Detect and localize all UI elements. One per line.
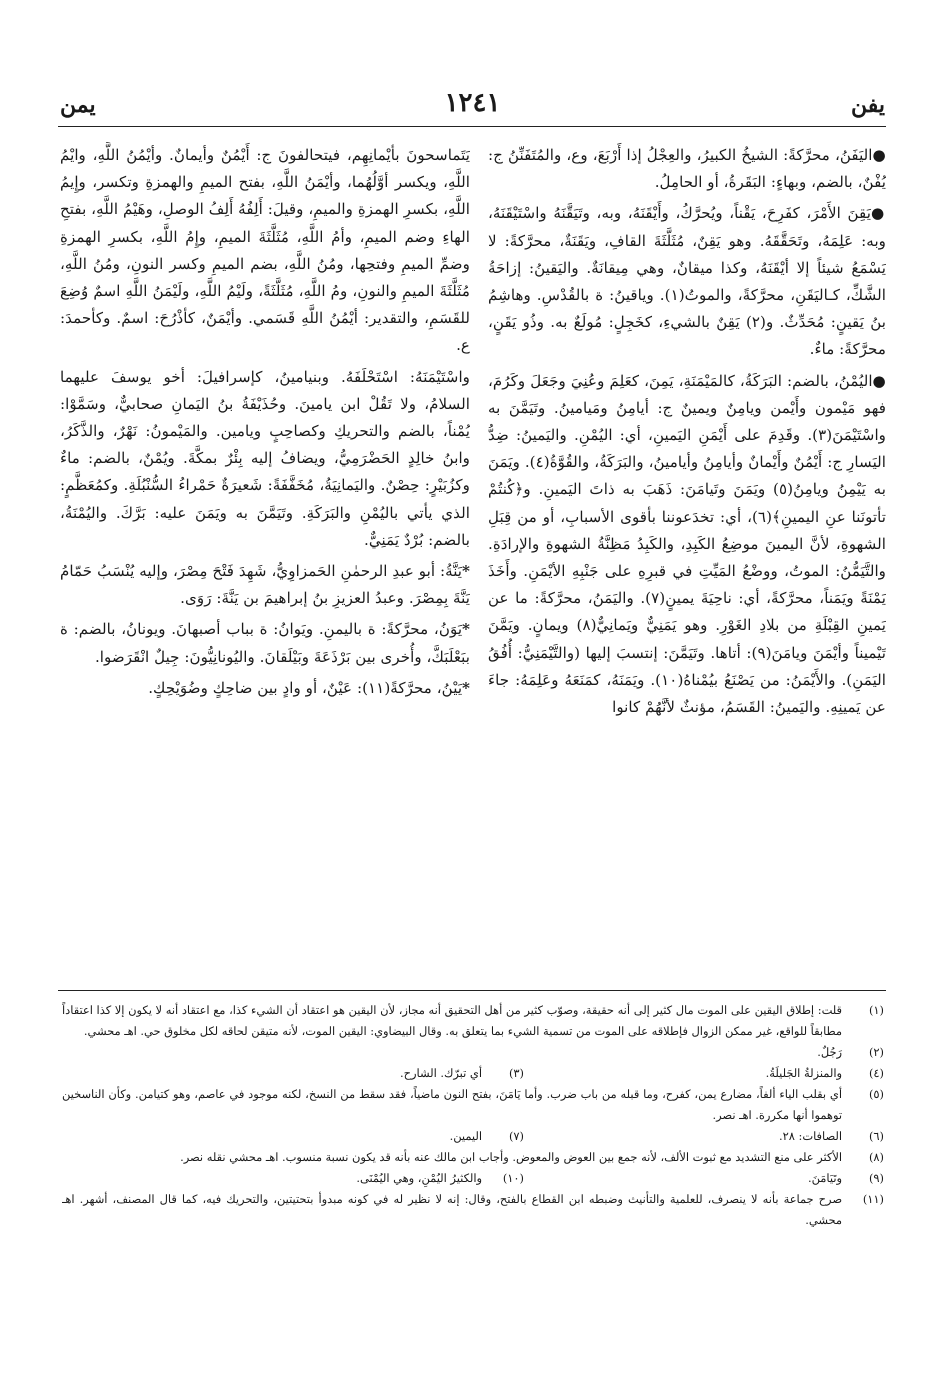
- entry-bullet: *: [462, 562, 470, 581]
- footnote: [122, 1063, 524, 1084]
- entry-text: يَقِنَ الأَمْرَ، كفَرِحَ، يَقْناً، ويُحرَّكُ، وأَيْقَنَهُ، وبه، وتَيَقَّنَهُ واسْتَيْقَنَهُ، وبه: عَلِمَهُ، وتَحَقَّقَهُ. وهو يَقِنٌ، مُثَلَّثَةَ القافِ، ويَقَنَةٌ، محرَّكةً: لا يَسْمَعُ شيئاً إلا أيْقَنَهُ، وكذا ميقانٌ، وهي مِيقانَةٌ. واليَقينُ: إزاحَةُ الشَّكِّ، كـاليَقَنِ، محرَّكةً، والموتُ(١). وياقينُ: ة بالقُدْسِ. وهاشِمُ بنُ يَقينٍ: مُحَدِّثٌ. و(٢) يَقِنٌ بالشيءِ، كخَجِلٍ: مُولَعٌ به. وذُو يَقَنٍ، محرَّكةً: ماءٌ.: [488, 204, 886, 359]
- footnote-text: الصافات: ٢٨.: [779, 1129, 842, 1143]
- footnote-number: (١١): [862, 1192, 884, 1206]
- column-right: [488, 142, 886, 922]
- footnote: [62, 1147, 884, 1168]
- entry-bullet: ●: [870, 204, 886, 223]
- footnote-text: أي بقلب الياء ألفاً، مضارع يمن، كفرح، وما قبله من باب ضرب. وأما يَامَنَ، بفتح النون ماضياً، فقد سقط من النسخ، لكنه موجود في عاصم، وهو كتيامن. وكأن الناسخين توهموا أنها مكررة. اهـ نصر.: [62, 1087, 842, 1122]
- entry-yaqin: [488, 200, 886, 363]
- footnote-pair: [62, 1126, 884, 1147]
- entry-bullet: *: [462, 678, 470, 697]
- footnote: [482, 1126, 884, 1147]
- entry-yayn: [60, 675, 470, 702]
- footnote-number: (١): [868, 1003, 884, 1017]
- footnote-rule: [58, 990, 886, 991]
- page-number: ١٢٤١: [444, 88, 501, 118]
- header-rule: [58, 126, 886, 127]
- running-head-left: يمن: [60, 92, 96, 118]
- entry-bullet: ●: [872, 146, 886, 164]
- entry-text: يَتَماسحونَ بأيْمانِهِم، فيتحالفونَ ج: أَيْمُنٌ وأيمانٌ. وأيْمُنُ اللَّهِ، وايْمُ اللَّهِ، ويكسر أوَّلُهُما، وأيْمَنُ اللَّهِ، بفتح الميمِ والهمزةِ وتكسر، وإِيمُ اللَّهِ، بكسرِ الهمزةِ والميمِ، وقيلَ: أَلِفُهُ أَلِفُ الوصلِ، وهَيْمُ اللَّهِ، بفتحِ الهاءِ وضم الميمِ، وأمُ اللَّهِ، مُثَلَّثَةَ الميمِ، وإِمُ اللَّهِ، بكسرِ الهمزةِ وضمِّ الميمِ وفتحِها، ومُنُ اللَّهِ، بضم الميمِ وكسر النونِ، ومُنُ اللَّهِ، مُثَلَّثَةَ الميمِ والنونِ، ومُ اللَّهِ، مُثَلَّثَةً، ولَيْمُ اللَّهِ، ولَيْمَنُ اللَّهِ اسمٌ وُضِعَ للقَسَمِ، والتقدير: أيْمُنُ اللَّهِ قَسَمي. وأيْمَنٌ، كأذْرُحَ: اسمٌ. وكأحمدَ: ع.: [60, 146, 470, 355]
- footnote-number: (٩): [868, 1171, 884, 1185]
- footnote-text: صرح جماعة بأنه لا ينصرف، للعلمية والتأنيث وضبطه ابن القطاع بالفتح، وقال: إنه لا نظير له في كونه مبدوأ بتحتيتين، والتحريك فيه، كما قال المصنف، أشهر. اهـ محشي.: [62, 1192, 842, 1227]
- page-header: [60, 88, 885, 128]
- entry-bullet: ●: [872, 371, 886, 390]
- entry-text: اليَفَنُ، محرَّكةً: الشيخُ الكبيرُ، والعِجْلُ إذا أَرْبَعَ، وع، والمُتَفَنِّنُ ج: يُفْنٌ، بالضم، وبهاءٍ: البَقَرةُ، أو الحامِلُ.: [488, 146, 886, 192]
- entry-istaymana: [60, 364, 470, 554]
- footnote-number: (٤): [868, 1066, 884, 1080]
- entry-text: يَيْنُ، محرَّكةً(١١): عَيْنٌ، أو وادٍ بين ضاحِكٍ وضُوَيْحِكٍ.: [148, 678, 463, 697]
- entry-yumn: [488, 368, 886, 722]
- entry-text: واسْتَيْمَنَهُ: اسْتَحْلَفَهُ. وبنيامينُ، كإسرافيلَ: أخو يوسفَ عليهما السلامُ، ولا تَقُلْ ابن يامينَ. وحُذَيْفَةُ بنُ اليَمانِ صحابيٌّ، وسَمَّوْا: يُمْناً، بالضم والتحريكِ وكصاحِبٍ ويامين. والمَيْمونُ: نَهْرٌ، والذَّكَرُ، وابنُ خالِدٍ الحَضْرَمِيُّ، ويضافُ إليه بِئْرٌ بمكَّةَ. ويُمْنٌ، بالضم: ماءٌ وكزُبَيْرٍ: حِصْنٌ. واليَمانِيَةُ، مُخَفَّفَةً: شَعيرَةٌ حَمْراءُ السُّنْبُلَةِ. وكمُعَظَّمٍ: الذي يأتي باليُمْنِ والبَرَكَةِ. وتَيَمَّنَ به ويَمَنَ عليه: بَرَّكَ. واليُمْنَةُ، بالضم: بُرْدٌ يَمَنِيٌّ.: [60, 367, 470, 549]
- footnote-text: رَجُلٌ.: [817, 1045, 842, 1059]
- footnote: [62, 1000, 884, 1042]
- footnote: [482, 1063, 884, 1084]
- footnote-number: (٦): [868, 1129, 884, 1143]
- footnotes: [62, 1000, 884, 1320]
- footnote: [62, 1189, 884, 1231]
- footnote-text: والكثيرُ اليُمْنِ، وهي اليُمْنَى.: [356, 1171, 482, 1185]
- entry-text: يَوَنُ، محرَّكةً: ة باليمنِ. ويَوانُ: ة بباب أصبهانَ. ويونانُ، بالضم: ة ببَعْلَبَكَّ، وأُخرى بين بَرْذَعَةَ وبَيْلَقانَ. واليُونانِيُّونَ: جِيلٌ انْقَرَضوا.: [60, 620, 470, 666]
- footnote: [482, 1168, 884, 1189]
- footnote-pair: [62, 1063, 884, 1084]
- column-left: [60, 142, 470, 894]
- footnote: [62, 1042, 884, 1063]
- running-head-right: يفن: [851, 92, 885, 118]
- entry-yanna: [60, 558, 470, 612]
- footnote-text: الأكثر على منع التشديد مع ثبوت الألف، لأنه جمع بين العوض والمعوض. وأجاب ابن مالك عنه بأنه قد يكون نسبة منسوب. اهـ محشي نقله نصر.: [180, 1150, 842, 1164]
- footnote-number: (٣): [508, 1066, 524, 1080]
- footnote: [122, 1168, 524, 1189]
- entry-yumn-continued: [60, 142, 470, 360]
- footnote-number: (١٠): [502, 1171, 524, 1185]
- footnote-number: (٧): [508, 1129, 524, 1143]
- entry-yawan: [60, 616, 470, 670]
- entry-yafan: [488, 142, 886, 196]
- footnote-pair: [62, 1168, 884, 1189]
- entry-bullet: *: [462, 620, 470, 639]
- footnote-number: (٨): [868, 1150, 884, 1164]
- entry-text: اليُمْنُ، بالضم: البَرَكَةُ، كالمَيْمَنَةِ، يَمِنَ، كعَلِمَ وعُنِيَ وجَعَلَ وكَرُمَ، فهو مَيْمون وأَيْمن ويامِنٌ ويمينٌ ج: أيامِنُ ومَيامينُ. وتَيَمَّنَ به واسْتَيْمَنَ(٣). وقَدِمَ على أَيْمَنِ اليَمينِ، أي: اليُمْنِ. واليَمينُ: ضِدُّ اليَسارِ ج: أَيْمُنٌ وأَيْمانٌ وأيامِنُ وأيامينُ، والبَرَكَةُ، والقُوَّةُ(٤). ويَمَنَ به يَيْمِنُ ويامِنُ(٥) ويَمَنَ وتَيامَنَ: ذَهَبَ به ذاتَ اليَمينِ. و﴿كُنتُمْ تأتونَنا عنِ اليمينِ﴾(٦)، أي: تخدَعوننا بأقوى الأسبابِ، أو من قِبَلِ الشهوةِ، لأنَّ اليمينَ موضِعُ الكَبِدِ، والكَبِدُ مَظِنَّةُ الشهوةِ والإرادَةِ. والتَّيَمُّنُ: الموتُ، ووضْعُ المَيِّتِ في قبرِهِ على جَنْبِهِ الأيْمَنِ. وأَخَذَ يَمْنَةً ويَمَناً، محرَّكةً، أي: ناحِيَةَ يمينٍ(٧). واليَمَنُ، محرَّكةً: ما عن يَمينِ القِبْلَةِ من بلادِ الغَوْرِ. وهو يَمَنِيٌّ ويَمانِيٌّ(٨) ويمانٍ. ويَمَّنَ تَيْميناً وأيْمَنَ ويامَنَ(٩): أتاها. وتَيَمَّنَ: إنتسبَ إليها (والتَّيْمَنِيُّ: أُفُقُ اليَمَنِ). والأَيْمَنُ: من يَصْنَعُ بيُمْناهُ(١٠). ويَمَنَهُ، كمَنَعَهُ وعَلِمَهُ: جاءَ عن يَمينِهِ. واليَمينُ: القَسَمُ، مؤنثٌ لأنَّهُمْ كانوا: [488, 371, 886, 717]
- footnote-number: (٢): [868, 1045, 884, 1059]
- footnote: [122, 1126, 524, 1147]
- footnote-text: أي تبرّك. الشارح.: [400, 1066, 482, 1080]
- footnote-text: والمنزلةُ الجَليلَةُ.: [765, 1066, 842, 1080]
- footnote-text: اليمين.: [449, 1129, 482, 1143]
- footnote-text: وتَيَامَنَ.: [808, 1171, 842, 1185]
- footnote-text: قلت: إطلاق اليقين على الموت مال كثير إلى أنه حقيقة، وصوّب كثير من أهل التحقيق أنه مجاز، لأن اليقين هو اعتقاد أن الشيء كذا، مع اعتقاد أنه لا يكون إلا كذا اعتقاداً مطابقاً للواقع، غير ممكن الزوال فإطلاقه على الموت من تسمية الشيء بما يتعلق به. وقال البيضاوي: اليقين الموت، لأنه متيقن لحاقه لكل مخلوق حي. اهـ محشي.: [62, 1003, 842, 1038]
- footnote: [62, 1084, 884, 1126]
- footnote-number: (٥): [868, 1087, 884, 1101]
- entry-text: يَنَّةُ: أبو عبدِ الرحمٰنِ الحَمزاوِيُّ، شَهِدَ فَتْحَ مِصْرَ، وإليه يُنْسَبُ حَمّامُ يَنَّةَ بِمِصْرَ. وعبدُ العزيزِ بنُ إبراهيمَ بن يَنَّةَ: رَوَى.: [60, 562, 470, 608]
